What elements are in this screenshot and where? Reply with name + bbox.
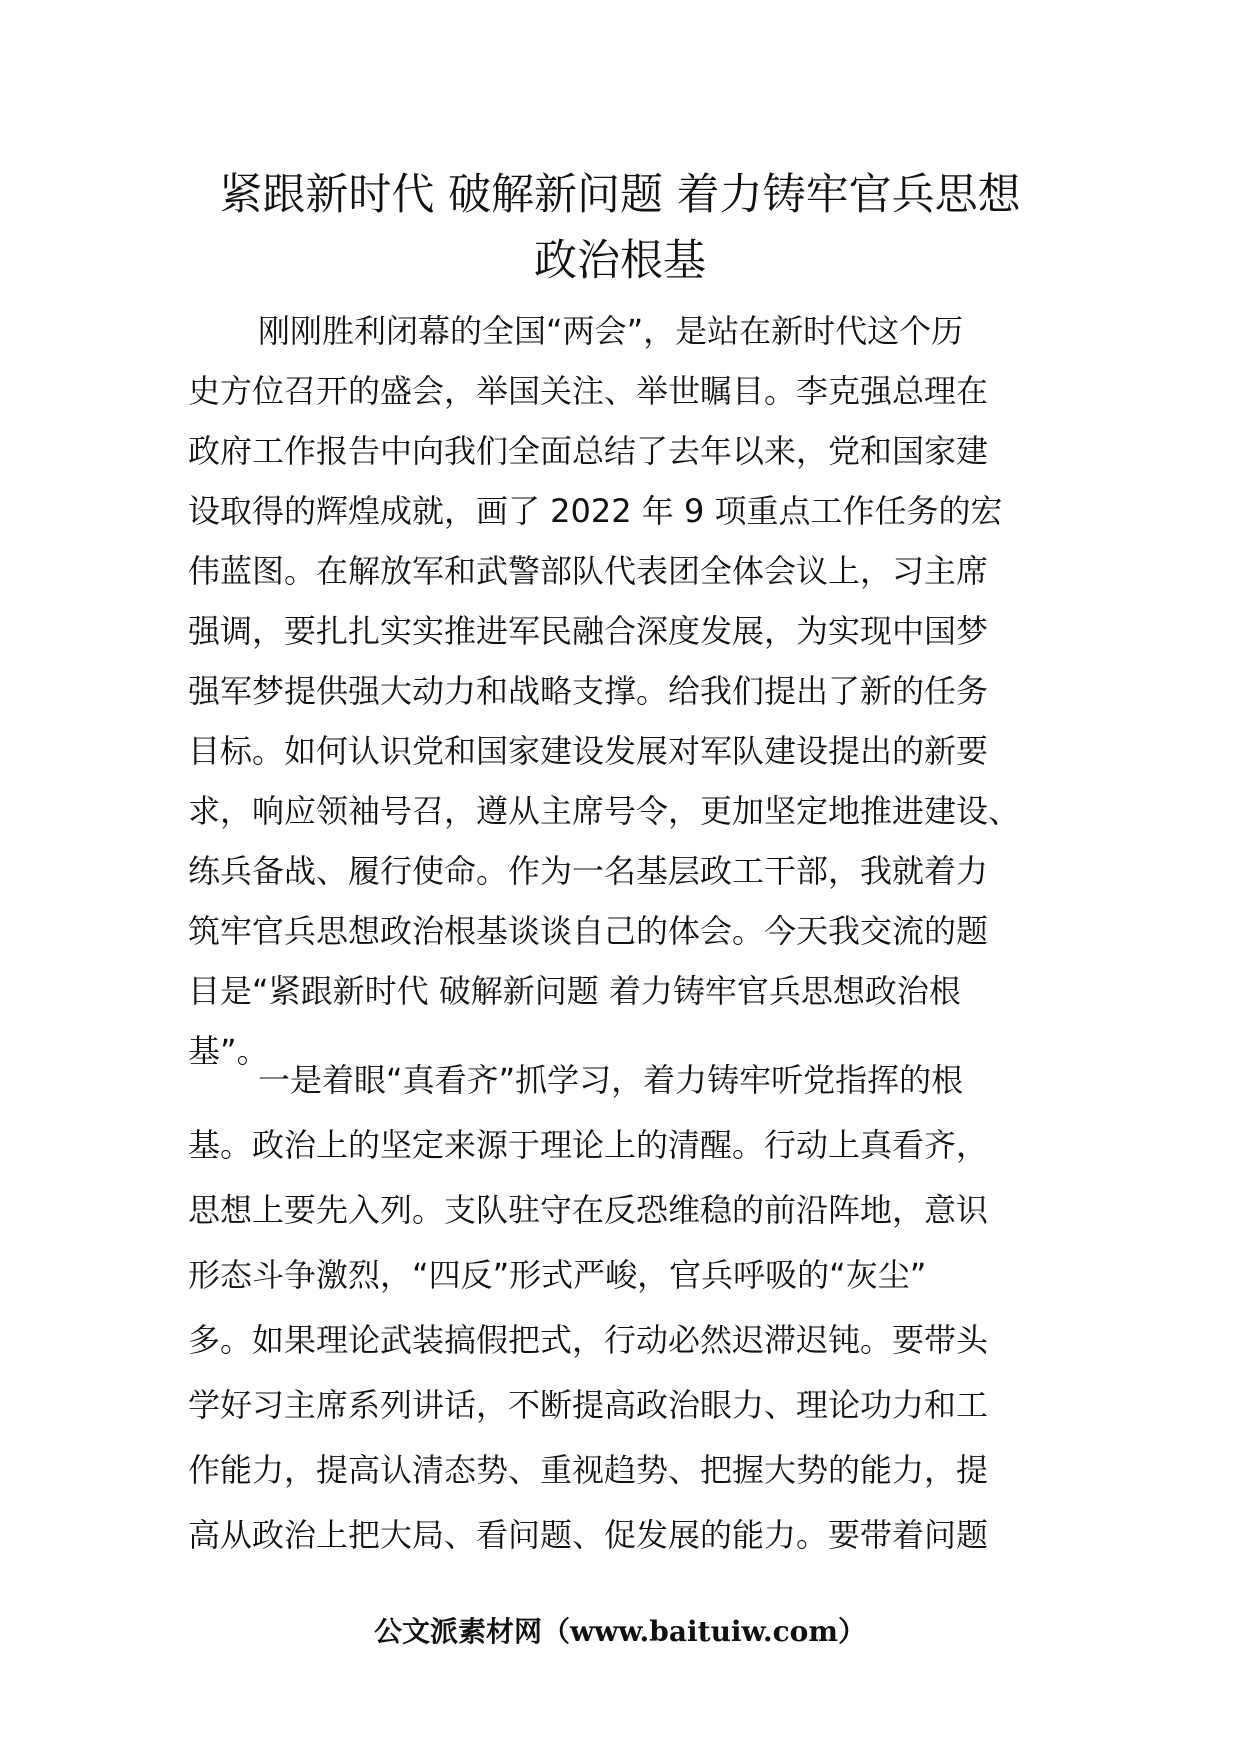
paragraph-line: 一是着眼“真看齐”抓学习，着力铸牢听党指挥的根	[258, 1061, 964, 1099]
paragraph-line: 政府工作报告中向我们全面总结了去年以来，党和国家建	[188, 432, 989, 470]
paragraph-line: 强调，要扎扎实实推进军民融合深度发展，为实现中国梦	[188, 612, 989, 650]
document-title	[180, 162, 1060, 294]
intro-paragraph	[188, 301, 1033, 1081]
paragraph-line: 史方位召开的盛会，举国关注、举世瞩目。李克强总理在	[188, 372, 989, 410]
paragraph-line: 高从政治上把大局、看问题、促发展的能力。要带着问题	[188, 1516, 989, 1554]
paragraph-line: 求，响应领袖号召，遵从主席号令，更加坚定地推进建设、	[188, 792, 1021, 830]
paragraph-line: 伟蓝图。在解放军和武警部队代表团全体会议上，习主席	[188, 552, 989, 590]
paragraph-line: 基。政治上的坚定来源于理论上的清醒。行动上真看齐，	[188, 1126, 989, 1164]
paragraph-line: 设取得的辉煌成就，画了 2022 年 9 项重点工作任务的宏	[188, 492, 1003, 530]
paragraph-line: 多。如果理论武装搞假把式，行动必然迟滞迟钝。要带头	[188, 1321, 989, 1359]
section-one-paragraph	[188, 1048, 1073, 1568]
paragraph-line: 思想上要先入列。支队驻守在反恐维稳的前沿阵地，意识	[188, 1191, 989, 1229]
paragraph-line: 基”。	[188, 1032, 269, 1070]
paragraph-line: 筑牢官兵思想政治根基谈谈自己的体会。今天我交流的题	[188, 912, 989, 950]
paragraph-line: 形态斗争激烈，“四反”形式严峻，官兵呼吸的“灰尘”	[188, 1256, 927, 1294]
paragraph-line: 刚刚胜利闭幕的全国“两会”，是站在新时代这个历	[258, 312, 964, 350]
paragraph-line: 目是“紧跟新时代 破解新问题 着力铸牢官兵思想政治根	[188, 972, 961, 1010]
title-line: 政治根基	[534, 236, 706, 286]
footer-source: 公文派素材网（www.baituiw.com）	[374, 1615, 866, 1648]
paragraph-line: 作能力，提高认清态势、重视趋势、把握大势的能力，提	[188, 1451, 989, 1489]
paragraph-line: 学好习主席系列讲话，不断提高政治眼力、理论功力和工	[188, 1386, 989, 1424]
paragraph-line: 强军梦提供强大动力和战略支撑。给我们提出了新的任务	[188, 672, 989, 710]
title-line: 紧跟新时代 破解新问题 着力铸牢官兵思想	[219, 170, 1021, 220]
paragraph-line: 目标。如何认识党和国家建设发展对军队建设提出的新要	[188, 732, 989, 770]
paragraph-line: 练兵备战、履行使命。作为一名基层政工干部，我就着力	[188, 852, 989, 890]
